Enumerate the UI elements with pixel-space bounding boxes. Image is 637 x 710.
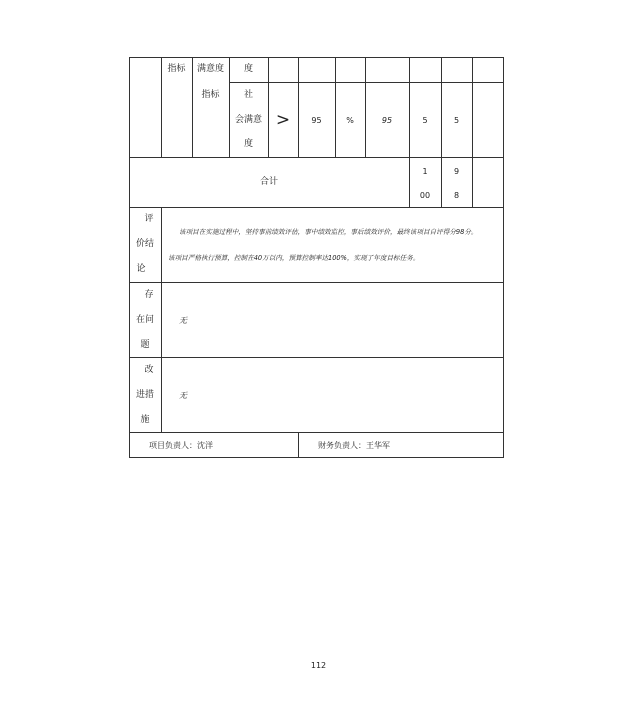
table-row-divider [129,357,504,358]
social-satisfaction-line3: 度 [243,139,253,149]
table-col-divider [335,57,336,157]
indicator-label: 指标 [201,90,220,100]
problems-label-line3: 题 [140,340,150,350]
table-border-top [129,57,504,58]
evaluation-label-line1: 评 [144,214,154,224]
table-border-right [503,57,504,458]
table-col-divider [298,432,299,457]
improvements-label-line1: 改 [144,365,154,375]
improvements-label-line3: 施 [140,415,150,425]
table-col-divider [409,57,410,207]
evaluation-text-line1: 该项目在实施过程中，坚持事前绩效评估，事中绩效监控，事后绩效评价，最终该项目自评得分98分。 [179,228,478,236]
table-col-divider [472,57,473,207]
table-col-divider [441,57,442,207]
table-row-divider [129,432,504,433]
table-row-divider [229,82,504,83]
social-satisfaction-line1: 社 [243,90,253,100]
weight-value: 5 [422,116,428,125]
problems-label-line1: 存 [144,290,154,300]
indicator-label: 指标 [167,64,186,74]
page-number: 112 [310,661,327,670]
actual-value: 95 [381,116,393,125]
total-label: 合计 [259,177,278,187]
total-weight-line2: 00 [419,191,431,200]
improvements-label-line2: 进措 [135,390,154,400]
total-score-line1: 9 [453,167,460,176]
table-row-divider [129,207,504,208]
satisfaction-label: 满意度 [196,64,224,74]
table-row-divider [129,282,504,283]
problems-label-line2: 在问 [135,315,154,325]
evaluation-label-line3: 论 [136,264,146,274]
project-lead: 项目负责人：沈洋 [149,441,213,450]
table-row-divider [129,157,504,158]
table-col-divider [161,207,162,432]
social-satisfaction-line2: 会满意 [234,115,262,125]
evaluation-text-line2: 该项目严格执行预算，控制在40万以内，预算控制率达100%，实现了年度目标任务。 [168,254,420,262]
table-col-divider [268,57,269,157]
evaluation-label-line2: 价结 [135,239,154,249]
target-value: 95 [311,116,322,125]
degree-label: 度 [243,64,253,74]
problems-text: 无 [179,316,187,325]
table-border-bottom [129,457,504,458]
improvements-text: 无 [179,391,187,400]
finance-lead: 财务负责人：王华军 [318,441,390,450]
score-value: 5 [453,116,460,125]
unit-value: % [346,116,354,125]
comparison-operator: > [275,110,291,130]
total-score-line2: 8 [453,191,460,200]
table-col-divider [365,57,366,157]
table-col-divider [298,57,299,157]
total-weight-line1: 1 [422,167,428,176]
